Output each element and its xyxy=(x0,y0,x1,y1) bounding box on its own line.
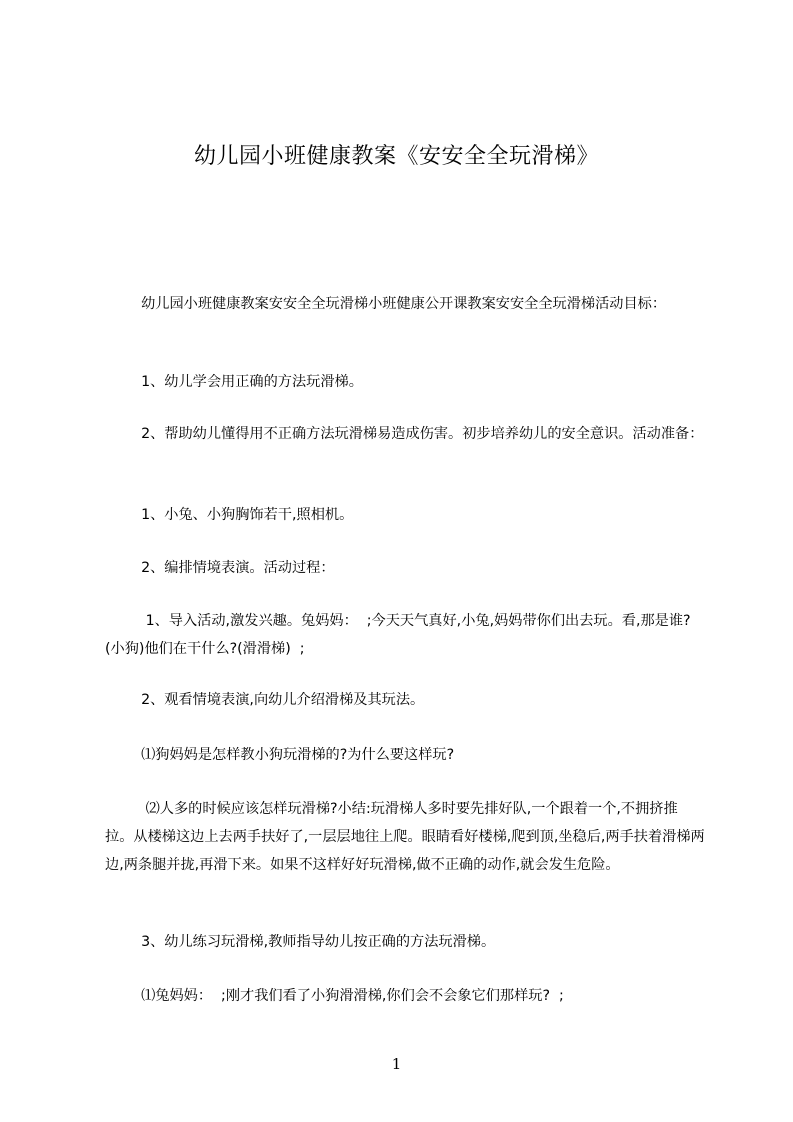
paragraph-question-1: ⑴狗妈妈是怎样教小狗玩滑梯的?为什么要这样玩? xyxy=(105,747,455,763)
paragraph-rabbit-mom: ⑴兔妈妈： ;刚才我们看了小狗滑滑梯,你们会不会象它们那样玩? ; xyxy=(105,988,564,1004)
document-title: 幼儿园小班健康教案《安安全全玩滑梯》 xyxy=(193,144,599,169)
paragraph-prep-2: 2、编排情境表演。活动过程： xyxy=(105,560,335,576)
paragraph-activity-goals: 幼儿园小班健康教案安安全全玩滑梯小班健康公开课教案安安全全玩滑梯活动目标： xyxy=(105,296,667,312)
page-number: 1 xyxy=(391,1055,402,1073)
paragraph-question-2: ⑵人多的时候应该怎样玩滑梯?小结:玩滑梯人多时要先排好队,一个跟着一个,不拥挤推拉。从楼梯这边上去两手扶好了,一层层地往上爬。眼睛看好楼梯,爬到顶,坐稳后,两手扶着滑梯两边,两条腿并拢,再滑下来。如果不这样好好玩滑梯,做不正确的动作,就会发生危险。 xyxy=(105,801,705,873)
paragraph-process-3: 3、幼儿练习玩滑梯,教师指导幼儿按正确的方法玩滑梯。 xyxy=(105,934,496,950)
paragraph-goal-2: 2、帮助幼儿懂得用不正确方法玩滑梯易造成伤害。初步培养幼儿的安全意识。活动准备： xyxy=(105,426,704,442)
paragraph-goal-1: 1、幼儿学会用正确的方法玩滑梯。 xyxy=(105,374,363,390)
paragraph-prep-1: 1、小兔、小狗胸饰若干,照相机。 xyxy=(105,507,354,523)
paragraph-process-2: 2、观看情境表演,向幼儿介绍滑梯及其玩法。 xyxy=(105,692,425,708)
paragraph-process-1: 1、导入活动,激发兴趣。兔妈妈： ;今天天气真好,小兔,妈妈带你们出去玩。看,那是谁?(小狗)他们在干什么?(滑滑梯) ; xyxy=(105,613,691,657)
